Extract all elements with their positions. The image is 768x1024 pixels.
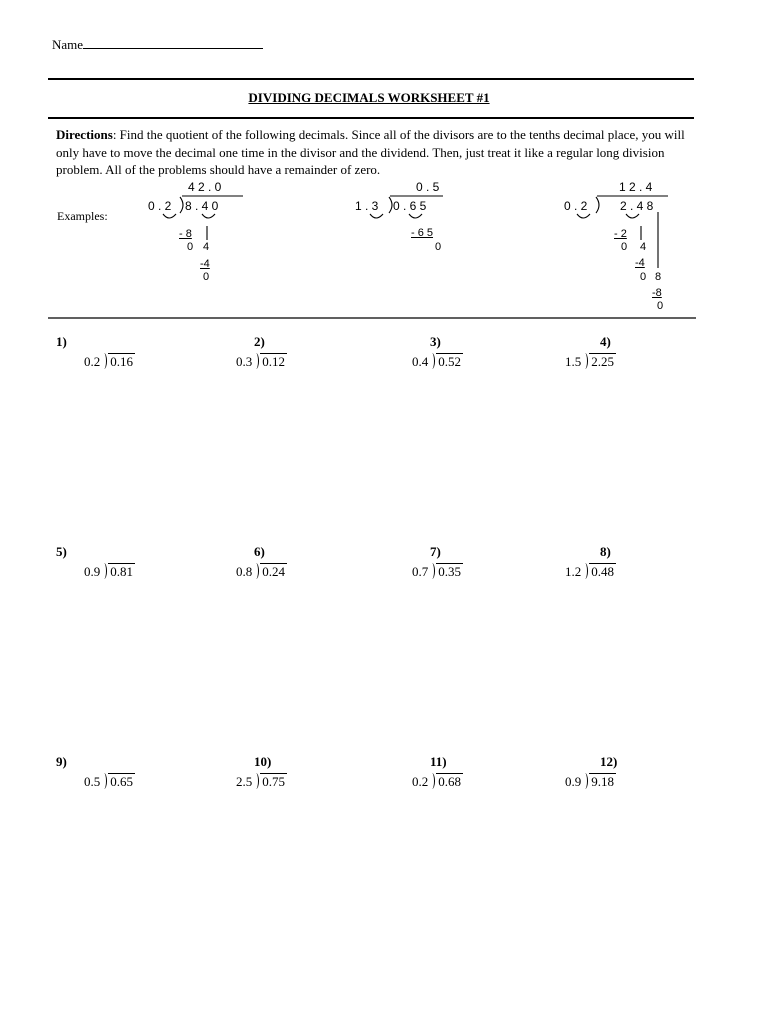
division-bracket bbox=[101, 353, 107, 369]
dividend: 0.24 bbox=[262, 564, 285, 579]
divisor: 0.5 bbox=[84, 774, 101, 789]
examples-strokes bbox=[0, 0, 768, 330]
example-3-work-bring1: 4 bbox=[640, 241, 647, 253]
division-bracket bbox=[582, 353, 588, 369]
divisor: 0.7 bbox=[412, 564, 429, 579]
dividend: 0.12 bbox=[262, 354, 285, 369]
example-2-hook-dividend bbox=[409, 214, 422, 218]
problem-number: 2) bbox=[254, 334, 265, 349]
divisor: 0.8 bbox=[236, 564, 253, 579]
divisor: 1.5 bbox=[565, 354, 582, 369]
division-bracket bbox=[429, 353, 435, 369]
division-bracket bbox=[429, 773, 435, 789]
example-3-bracket bbox=[596, 197, 599, 213]
example-2-divisor: 1 . 3 bbox=[355, 199, 379, 213]
example-3-hook-dividend bbox=[626, 214, 639, 218]
division-bracket bbox=[101, 773, 107, 789]
example-3-work-sub2: -4 bbox=[635, 257, 645, 269]
divisor: 0.2 bbox=[412, 774, 429, 789]
example-3-quotient: 1 2 . 4 bbox=[619, 180, 653, 194]
example-1-hook-dividend bbox=[202, 214, 215, 218]
dividend: 2.25 bbox=[591, 354, 614, 369]
divisor: 2.5 bbox=[236, 774, 253, 789]
dividend: 0.65 bbox=[110, 774, 133, 789]
worksheet-title: DIVIDING DECIMALS WORKSHEET #1 bbox=[248, 90, 490, 105]
example-3-work-rem3: 0 bbox=[657, 300, 664, 312]
example-3-work-rem1: 0 bbox=[621, 241, 628, 253]
dividend: 0.81 bbox=[110, 564, 133, 579]
division-bracket bbox=[582, 773, 588, 789]
dividend: 9.18 bbox=[591, 774, 614, 789]
example-1-work-rem1: 0 bbox=[187, 241, 194, 253]
problem-number: 6) bbox=[254, 544, 265, 559]
example-3-hook-divisor bbox=[577, 214, 590, 218]
example-1-hook-divisor bbox=[163, 214, 176, 218]
division-bracket bbox=[253, 563, 259, 579]
divisor: 0.9 bbox=[84, 564, 101, 579]
problem-number: 9) bbox=[56, 754, 67, 769]
divisor: 1.2 bbox=[565, 564, 582, 579]
division-bracket bbox=[101, 563, 107, 579]
division-problem bbox=[236, 354, 287, 370]
dividend: 0.68 bbox=[438, 774, 461, 789]
problem-number: 1) bbox=[56, 334, 67, 349]
divisor: 0.4 bbox=[412, 354, 429, 369]
example-2-quotient: 0 . 5 bbox=[416, 180, 440, 194]
divisor: 0.9 bbox=[565, 774, 582, 789]
division-problem bbox=[565, 774, 616, 790]
problem-number: 8) bbox=[600, 544, 611, 559]
example-1-work-bring: 4 bbox=[203, 241, 210, 253]
example-1-work-rem2: 0 bbox=[203, 271, 210, 283]
example-2-work-rem: 0 bbox=[435, 241, 442, 253]
directions-text: : Find the quotient of the following decimals. Since all of the divisors are to the tenths decimal place, you will only have to move the decimal one time in the divisor and the dividend. Then, just treat it like a regular long division problem. All of the problems should have a remainder of zero. bbox=[56, 127, 685, 177]
divisor: 0.2 bbox=[84, 354, 101, 369]
problem-number: 10) bbox=[254, 754, 272, 769]
division-problem bbox=[236, 564, 287, 580]
example-3-work-sub3: -8 bbox=[652, 287, 662, 299]
division-problem bbox=[412, 774, 463, 790]
divisor: 0.3 bbox=[236, 354, 253, 369]
division-problem bbox=[236, 774, 287, 790]
division-bracket bbox=[582, 563, 588, 579]
problem-number: 11) bbox=[430, 754, 447, 769]
problem-number: 4) bbox=[600, 334, 611, 349]
example-3-dividend: 2 . 4 8 bbox=[620, 199, 654, 213]
problem-number: 5) bbox=[56, 544, 67, 559]
directions-lead: Directions bbox=[56, 127, 113, 142]
example-1-divisor: 0 . 2 bbox=[148, 199, 172, 213]
division-problem bbox=[412, 354, 463, 370]
example-1-quotient: 4 2 . 0 bbox=[188, 180, 222, 194]
problem-number: 3) bbox=[430, 334, 441, 349]
division-problem bbox=[84, 564, 135, 580]
division-bracket bbox=[429, 563, 435, 579]
example-1-bracket bbox=[180, 197, 183, 213]
dividend: 0.35 bbox=[438, 564, 461, 579]
example-3-work-bring2: 8 bbox=[655, 271, 662, 283]
division-problem bbox=[84, 354, 135, 370]
example-2-dividend: 0 . 6 5 bbox=[393, 199, 427, 213]
examples-label: Examples: bbox=[57, 209, 108, 223]
division-bracket bbox=[253, 773, 259, 789]
problem-number: 7) bbox=[430, 544, 441, 559]
division-problem bbox=[84, 774, 135, 790]
division-problem bbox=[412, 564, 463, 580]
example-1-dividend: 8 . 4 0 bbox=[185, 199, 219, 213]
example-1-work-sub2: -4 bbox=[200, 258, 210, 270]
example-3-work-rem2: 0 bbox=[640, 271, 647, 283]
name-label: Name bbox=[52, 37, 84, 52]
example-3-work-sub1: - 2 bbox=[614, 228, 627, 240]
dividend: 0.16 bbox=[110, 354, 133, 369]
dividend: 0.48 bbox=[591, 564, 614, 579]
division-bracket bbox=[253, 353, 259, 369]
division-problem bbox=[565, 564, 616, 580]
example-3-divisor: 0 . 2 bbox=[564, 199, 588, 213]
example-2-bracket bbox=[389, 197, 392, 213]
dividend: 0.75 bbox=[262, 774, 285, 789]
example-1-work-sub1: - 8 bbox=[179, 228, 192, 240]
example-2-work-sub: - 6 5 bbox=[411, 227, 434, 239]
division-problem bbox=[565, 354, 616, 370]
problem-number: 12) bbox=[600, 754, 618, 769]
dividend: 0.52 bbox=[438, 354, 461, 369]
example-2-hook-divisor bbox=[370, 214, 383, 218]
